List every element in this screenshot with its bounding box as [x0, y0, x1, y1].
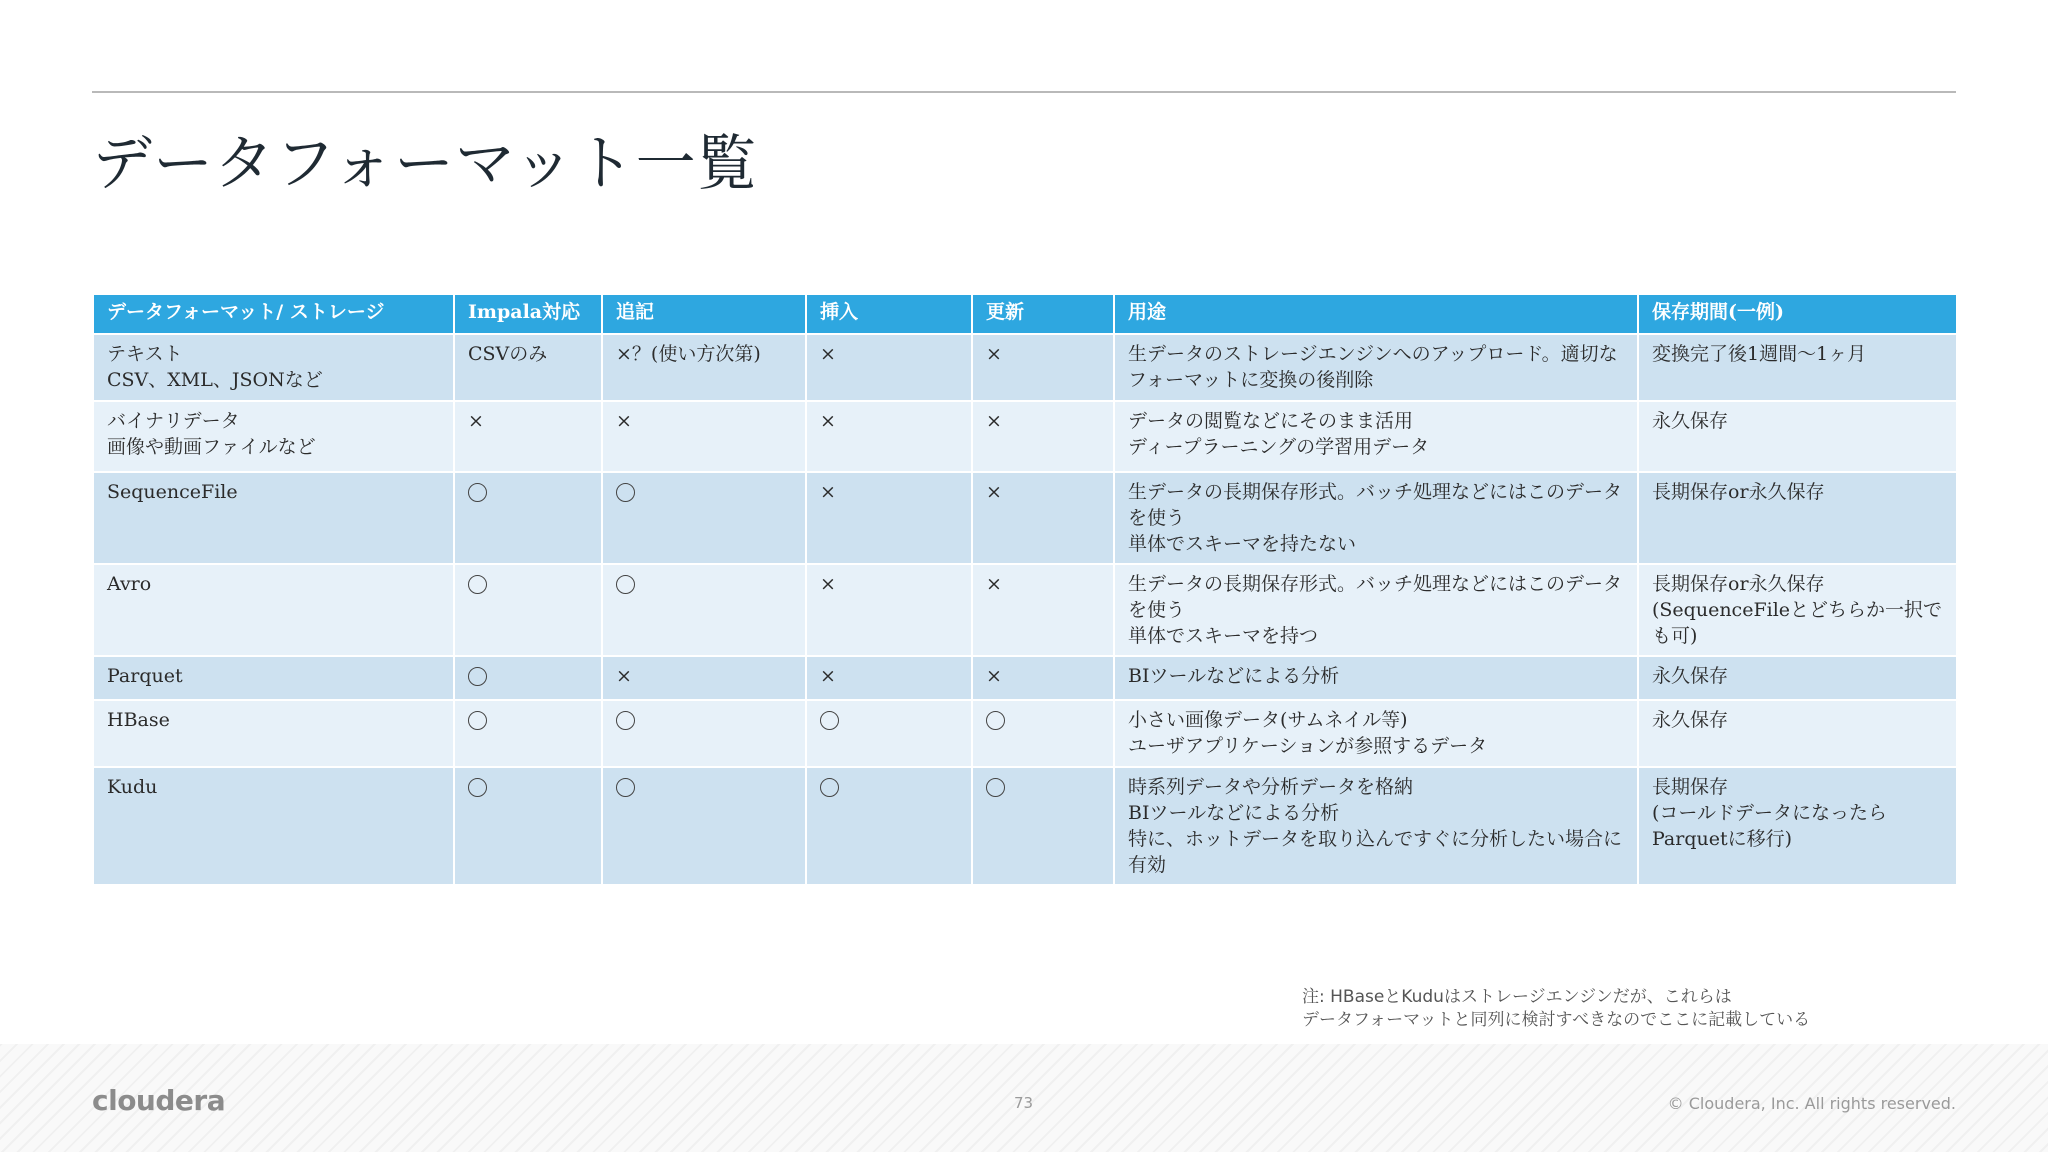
- retention-cell: [1638, 656, 1957, 700]
- usage-text: 時系列データや分析データを格納: [1128, 776, 1414, 798]
- insert-cell: [806, 700, 972, 767]
- format-text: バイナリデータ: [107, 410, 240, 432]
- append-cell: [602, 656, 806, 700]
- page-number: 73: [1014, 1094, 1034, 1112]
- header-update: 更新: [972, 294, 1114, 334]
- impala-cell: [454, 334, 602, 401]
- usage-cell: [1114, 472, 1638, 564]
- circle-mark-icon: [986, 711, 1005, 730]
- data-format-table: [92, 293, 1958, 886]
- format-text: テキスト: [107, 343, 183, 365]
- usage-text: ユーザアプリケーションが参照するデータ: [1128, 735, 1488, 757]
- retention-text: (コールドデータになったら: [1652, 802, 1888, 824]
- circle-mark-icon: [616, 711, 635, 730]
- retention-cell: [1638, 700, 1957, 767]
- insert-value: ×: [820, 665, 836, 687]
- table-row: [93, 767, 1957, 885]
- update-cell: [972, 656, 1114, 700]
- header-append: 追記: [602, 294, 806, 334]
- impala-cell: [454, 700, 602, 767]
- usage-text: 生データの長期保存形式。バッチ処理などにはこのデータを使う: [1128, 481, 1623, 529]
- append-cell: [602, 564, 806, 656]
- impala-cell: [454, 564, 602, 656]
- circle-mark-icon: [616, 778, 635, 797]
- insert-cell: [806, 767, 972, 885]
- retention-text: Parquetに移行): [1652, 828, 1793, 850]
- append-value: ×: [616, 665, 632, 687]
- header-format: データフォーマット/ ストレージ: [93, 294, 454, 334]
- page-title: データフォーマット一覧: [92, 129, 758, 199]
- format-text: Kudu: [107, 776, 158, 798]
- table-row: [93, 564, 1957, 656]
- update-cell: [972, 334, 1114, 401]
- update-cell: [972, 700, 1114, 767]
- insert-value: ×: [820, 481, 836, 503]
- circle-mark-icon: [820, 778, 839, 797]
- update-value: ×: [986, 573, 1002, 595]
- retention-text: 長期保存or永久保存: [1652, 573, 1825, 595]
- usage-text: 単体でスキーマを持たない: [1128, 533, 1357, 555]
- usage-text: BIツールなどによる分析: [1128, 665, 1340, 687]
- circle-mark-icon: [616, 575, 635, 594]
- usage-text: 単体でスキーマを持つ: [1128, 625, 1319, 647]
- insert-value: ×: [820, 410, 836, 432]
- retention-text: 長期保存or永久保存: [1652, 481, 1825, 503]
- header-usage: 用途: [1114, 294, 1638, 334]
- retention-text: 永久保存: [1652, 665, 1729, 687]
- footnote-line: データフォーマットと同列に検討すべきなのでここに記載している: [1302, 1010, 1811, 1030]
- usage-text: 特に、ホットデータを取り込んですぐに分析したい場合に有効: [1128, 828, 1623, 876]
- circle-mark-icon: [468, 575, 487, 594]
- usage-cell: [1114, 767, 1638, 885]
- usage-text: ディープラーニングの学習用データ: [1128, 436, 1430, 458]
- usage-text: BIツールなどによる分析: [1128, 802, 1340, 824]
- table-header-row: [93, 294, 1957, 334]
- table-row: [93, 700, 1957, 767]
- circle-mark-icon: [468, 778, 487, 797]
- usage-cell: [1114, 564, 1638, 656]
- format-text: Parquet: [107, 665, 183, 687]
- retention-text: (SequenceFileとどちらか一択でも可): [1652, 599, 1943, 647]
- format-text: Avro: [107, 573, 152, 595]
- format-text: SequenceFile: [107, 481, 238, 503]
- usage-text: 生データのストレージエンジンへのアップロード。適切なフォーマットに変換の後削除: [1128, 343, 1618, 391]
- insert-cell: [806, 334, 972, 401]
- append-cell: [602, 700, 806, 767]
- top-divider: [92, 91, 1956, 93]
- table-row: [93, 401, 1957, 472]
- usage-text: 生データの長期保存形式。バッチ処理などにはこのデータを使う: [1128, 573, 1623, 621]
- insert-value: ×: [820, 343, 836, 365]
- cloudera-logo: cloudera: [92, 1084, 226, 1117]
- circle-mark-icon: [468, 667, 487, 686]
- update-value: ×: [986, 410, 1002, 432]
- format-cell: [93, 401, 454, 472]
- append-cell: [602, 334, 806, 401]
- append-value: ×: [616, 410, 632, 432]
- circle-mark-icon: [820, 711, 839, 730]
- update-value: ×: [986, 343, 1002, 365]
- circle-mark-icon: [616, 483, 635, 502]
- header-impala: Impala対応: [454, 294, 602, 334]
- retention-cell: [1638, 401, 1957, 472]
- format-text: HBase: [107, 709, 170, 731]
- header-insert: 挿入: [806, 294, 972, 334]
- header-retention: 保存期間(一例): [1638, 294, 1957, 334]
- format-cell: [93, 564, 454, 656]
- update-value: ×: [986, 481, 1002, 503]
- footnote: [1302, 986, 1810, 1032]
- table-row: [93, 472, 1957, 564]
- append-cell: [602, 472, 806, 564]
- format-cell: [93, 700, 454, 767]
- retention-cell: [1638, 472, 1957, 564]
- append-cell: [602, 767, 806, 885]
- table-row: [93, 334, 1957, 401]
- impala-value: CSVのみ: [468, 343, 548, 365]
- usage-cell: [1114, 334, 1638, 401]
- retention-text: 長期保存: [1652, 776, 1729, 798]
- format-cell: [93, 767, 454, 885]
- impala-cell: [454, 472, 602, 564]
- usage-cell: [1114, 700, 1638, 767]
- retention-cell: [1638, 334, 1957, 401]
- retention-text: 変換完了後1週間〜1ヶ月: [1652, 343, 1867, 365]
- update-cell: [972, 401, 1114, 472]
- usage-cell: [1114, 656, 1638, 700]
- retention-cell: [1638, 767, 1957, 885]
- table-row: [93, 656, 1957, 700]
- circle-mark-icon: [986, 778, 1005, 797]
- copyright: © Cloudera, Inc. All rights reserved.: [1667, 1094, 1956, 1113]
- format-text: CSV、XML、JSONなど: [107, 369, 323, 391]
- insert-value: ×: [820, 573, 836, 595]
- update-cell: [972, 472, 1114, 564]
- circle-mark-icon: [468, 483, 487, 502]
- impala-value: ×: [468, 410, 484, 432]
- append-value: ×？(使い方次第): [616, 343, 761, 365]
- usage-text: 小さい画像データ(サムネイル等): [1128, 709, 1408, 731]
- retention-cell: [1638, 564, 1957, 656]
- format-cell: [93, 472, 454, 564]
- update-cell: [972, 767, 1114, 885]
- impala-cell: [454, 656, 602, 700]
- format-cell: [93, 656, 454, 700]
- footnote-line: 注: HBaseとKuduはストレージエンジンだが、これらは: [1302, 987, 1732, 1007]
- update-cell: [972, 564, 1114, 656]
- append-cell: [602, 401, 806, 472]
- usage-text: データの閲覧などにそのまま活用: [1128, 410, 1414, 432]
- update-value: ×: [986, 665, 1002, 687]
- insert-cell: [806, 656, 972, 700]
- insert-cell: [806, 564, 972, 656]
- insert-cell: [806, 472, 972, 564]
- usage-cell: [1114, 401, 1638, 472]
- format-cell: [93, 334, 454, 401]
- impala-cell: [454, 401, 602, 472]
- data-format-table-container: [92, 293, 1956, 886]
- retention-text: 永久保存: [1652, 709, 1729, 731]
- insert-cell: [806, 401, 972, 472]
- impala-cell: [454, 767, 602, 885]
- circle-mark-icon: [468, 711, 487, 730]
- retention-text: 永久保存: [1652, 410, 1729, 432]
- format-text: 画像や動画ファイルなど: [107, 436, 316, 458]
